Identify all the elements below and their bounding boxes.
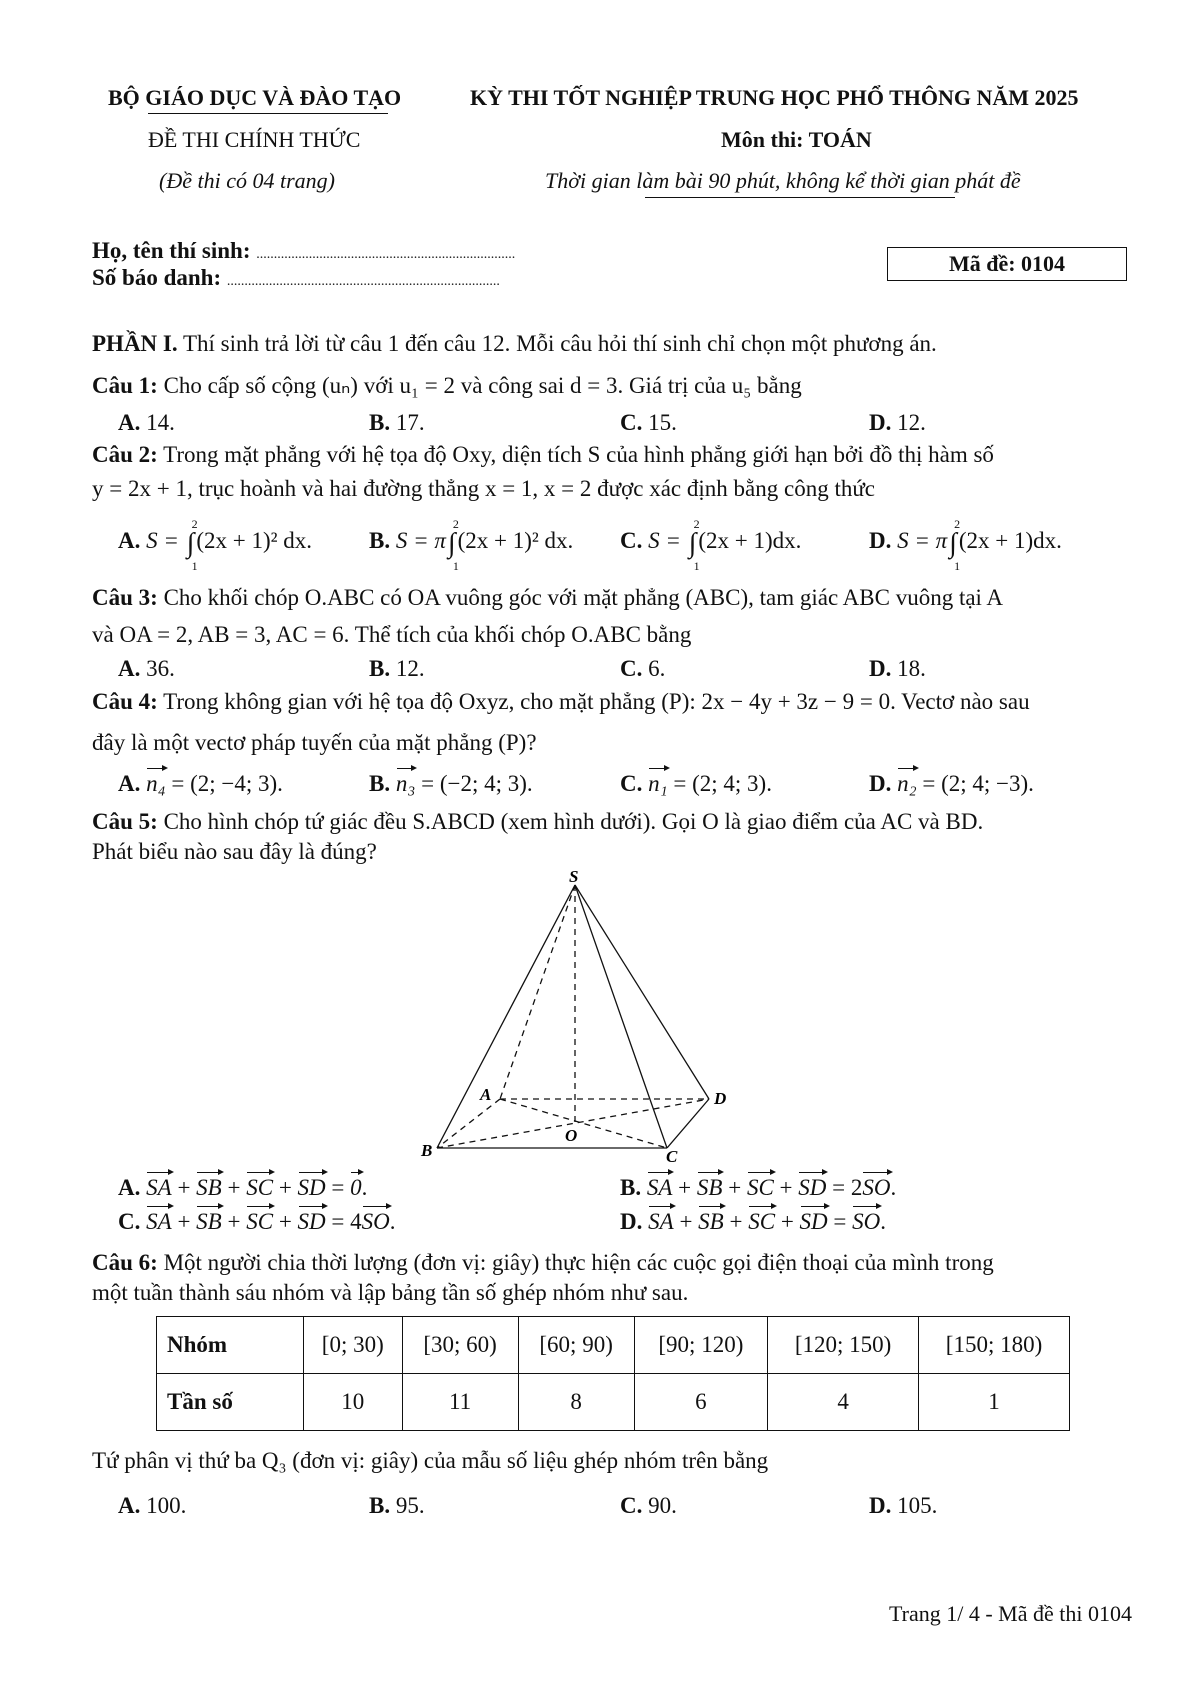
option-key: B. [369, 410, 391, 435]
vector-rhs: 0 [350, 1175, 362, 1200]
plus-sign: + [273, 1209, 298, 1234]
option-key: C. [620, 771, 643, 796]
period: . [890, 1175, 897, 1200]
question-3-line2: và OA = 2, AB = 3, AC = 6. Thể tích của khối chóp O.ABC bằng [92, 622, 692, 647]
answer-option-a[interactable] [118, 657, 175, 680]
table-row [157, 1374, 1070, 1431]
integral-sign: ∫ 2 1 [447, 517, 459, 573]
option-value: 15. [642, 410, 677, 435]
answer-option-c[interactable] [620, 517, 802, 573]
subject: Môn thi: TOÁN [721, 127, 872, 152]
answer-option-b[interactable] [369, 411, 425, 434]
vector-sc: SC [246, 1209, 274, 1234]
option-value: = (2; 4; 3). [667, 771, 772, 796]
table-cell: [60; 90) [518, 1317, 634, 1374]
name-label: Họ, tên thí sinh: [92, 238, 251, 263]
label-D: D [714, 1089, 727, 1108]
equals: = [325, 1175, 351, 1200]
option-value: 12. [891, 410, 926, 435]
answer-option-d[interactable] [869, 517, 1062, 573]
vector-name: n₂ [897, 771, 917, 796]
option-value: 90. [642, 1493, 677, 1518]
lower-limit: 1 [954, 559, 961, 573]
vector-sa: SA [648, 1209, 674, 1234]
plus-sign: + [773, 1175, 799, 1200]
option-value: 12. [390, 656, 425, 681]
option-key: B. [369, 656, 391, 681]
table-cell: [120; 150) [768, 1317, 919, 1374]
answer-option-a[interactable] [118, 1494, 186, 1517]
option-value: 14. [140, 410, 175, 435]
q-label: Câu 2: [92, 442, 158, 467]
answer-option-d[interactable] [620, 1210, 886, 1233]
header-cell: Nhóm [157, 1317, 304, 1374]
integrand: (2x + 1)² dx. [457, 528, 574, 553]
option-key: D. [869, 1493, 892, 1518]
plus-sign: + [722, 1175, 747, 1200]
option-value: 100. [140, 1493, 187, 1518]
answer-option-b[interactable] [620, 1176, 896, 1199]
integrand: (2x + 1)² dx. [196, 528, 313, 553]
option-key: D. [869, 410, 892, 435]
option-key: D. [620, 1209, 643, 1234]
vector-sc: SC [746, 1175, 774, 1200]
vector-sa: SA [146, 1209, 172, 1234]
answer-option-a[interactable] [118, 517, 313, 573]
page-count: (Đề thi có 04 trang) [159, 168, 335, 193]
option-key: A. [118, 1493, 141, 1518]
option-key: A. [118, 410, 141, 435]
q-label: Câu 5: [92, 809, 158, 834]
integrand: (2x + 1)dx. [958, 528, 1062, 553]
exam-title: KỲ THI TỐT NGHIỆP TRUNG HỌC PHỔ THÔNG NĂM 2025 [470, 85, 1079, 110]
integral-sign: ∫ 2 1 [186, 517, 198, 573]
exam-code-box: Mã đề: 0104 [887, 247, 1127, 281]
period: . [389, 1209, 396, 1234]
plus-sign: + [171, 1175, 197, 1200]
option-value: = (2; −4; 3). [165, 771, 283, 796]
vector-sa: SA [646, 1175, 673, 1200]
vector-rhs: SO [862, 1175, 891, 1200]
question-5-line2: Phát biểu nào sau đây là đúng? [92, 839, 377, 864]
label-C: C [666, 1147, 678, 1166]
part-instructions: Thí sinh trả lời từ câu 1 đến câu 12. Mỗi câu hỏi thí sinh chỉ chọn một phương án. [182, 331, 937, 356]
answer-option-c[interactable] [620, 1494, 677, 1517]
option-key: C. [620, 1493, 643, 1518]
option-key: C. [620, 410, 643, 435]
integrand: (2x + 1)dx. [698, 528, 802, 553]
q-label: Câu 4: [92, 689, 158, 714]
option-key: B. [620, 1175, 642, 1200]
option-value: 17. [390, 410, 425, 435]
vector-sd: SD [799, 1209, 828, 1234]
vector-sb: SB [196, 1209, 222, 1234]
answer-option-b[interactable] [369, 772, 533, 795]
plus-sign: + [723, 1209, 749, 1234]
edge-CD [667, 1099, 709, 1148]
question-6-line2: một tuần thành sáu nhóm và lập bảng tần số ghép nhóm như sau. [92, 1280, 689, 1305]
answer-option-c[interactable] [620, 657, 665, 680]
q-label: Câu 1: [92, 373, 158, 398]
answer-option-b[interactable] [369, 657, 425, 680]
plus-sign: + [221, 1209, 247, 1234]
id-label: Số báo danh: [92, 265, 222, 290]
plus-sign: + [221, 1175, 247, 1200]
edge-SA [500, 885, 575, 1099]
plus-sign: + [673, 1209, 699, 1234]
table-cell: [90; 120) [634, 1317, 767, 1374]
option-key: A. [118, 771, 141, 796]
question-2-line2: y = 2x + 1, trục hoành và hai đường thẳng x = 1, x = 2 được xác định bằng công thức [92, 476, 876, 501]
vector-sd: SD [297, 1209, 326, 1234]
edge-SC [575, 885, 667, 1148]
table-row [157, 1317, 1070, 1374]
answer-option-a[interactable] [118, 1176, 367, 1199]
option-key: A. [118, 1175, 141, 1200]
vector-name: n₃ [395, 771, 416, 796]
option-value: = (2; 4; −3). [916, 771, 1034, 796]
vector-sc: SC [748, 1209, 776, 1234]
plus-sign: + [775, 1209, 800, 1234]
page-footer: Trang 1/ 4 - Mã đề thi 0104 [888, 1601, 1132, 1626]
vector-sb: SB [696, 1175, 723, 1200]
answer-option-a[interactable] [118, 411, 175, 434]
vector-name: n₄ [146, 771, 166, 796]
period: . [880, 1209, 887, 1234]
answer-option-c[interactable] [620, 411, 677, 434]
question-6 [92, 1251, 994, 1274]
vector-name: n₁ [648, 771, 668, 796]
vector-sa: SA [146, 1175, 172, 1200]
edge-SB [437, 885, 578, 1148]
vector-sb: SB [698, 1209, 724, 1234]
lower-limit: 1 [191, 559, 198, 573]
option-key: B. [369, 528, 391, 553]
option-key: C. [620, 656, 643, 681]
equals: = 2 [826, 1175, 863, 1200]
ministry-name: BỘ GIÁO DỤC VÀ ĐÀO TẠO [108, 85, 402, 110]
option-key: D. [869, 771, 892, 796]
lower-limit: 1 [693, 559, 700, 573]
q-text: Cho cấp số cộng (uₙ) với u₁ = 2 và công sai d = 3. Giá trị của u₅ bằng [163, 373, 802, 398]
table-cell: 11 [402, 1374, 518, 1431]
q-text: Cho khối chóp O.ABC có OA vuông góc với mặt phẳng (ABC), tam giác ABC vuông tại A [163, 585, 1004, 610]
upper-limit: 2 [452, 517, 459, 531]
upper-limit: 2 [954, 517, 961, 531]
option-prefix: S = π [390, 528, 446, 553]
option-key: C. [620, 528, 643, 553]
edge-SD [575, 885, 709, 1099]
q-text: Trong không gian với hệ tọa độ Oxyz, cho mặt phẳng (P): 2x − 4y + 3z − 9 = 0. Vectơ nào sau [163, 689, 1030, 714]
integral-sign: ∫ 2 1 [949, 517, 961, 573]
name-dots: .......................................................................... [256, 247, 516, 262]
option-key: B. [369, 771, 391, 796]
label-A: A [480, 1085, 492, 1104]
edge-AB [437, 1099, 500, 1148]
answer-option-d[interactable] [869, 772, 1034, 795]
q-label: Câu 3: [92, 585, 158, 610]
label-S: S [569, 867, 579, 886]
answer-option-d[interactable] [869, 1494, 937, 1517]
table-cell: [150; 180) [919, 1317, 1070, 1374]
vector-rhs: SO [852, 1209, 881, 1234]
option-key: D. [869, 656, 892, 681]
id-dots: .............................................................................. [226, 274, 500, 289]
integral-sign: ∫ 2 1 [688, 517, 700, 573]
option-prefix: S = [642, 528, 687, 553]
plus-sign: + [273, 1175, 298, 1200]
answer-option-c[interactable] [118, 1210, 396, 1233]
option-value: 18. [891, 656, 926, 681]
option-prefix: S = π [891, 528, 948, 553]
option-value: 6. [642, 656, 666, 681]
q-text: Một người chia thời lượng (đơn vị: giây) thực hiện các cuộc gọi điện thoại của mình trong [163, 1250, 994, 1275]
q-text: Trong mặt phẳng với hệ tọa độ Oxy, diện tích S của hình phẳng giới hạn bởi đồ thị hàm số [163, 442, 994, 467]
vector-sc: SC [246, 1175, 274, 1200]
table-cell: 8 [518, 1374, 634, 1431]
label-B: B [421, 1141, 433, 1160]
part-title: PHẦN I. [92, 331, 178, 356]
frequency-table [156, 1316, 1070, 1431]
diag-AC [500, 1099, 667, 1148]
q-label: Câu 6: [92, 1250, 158, 1275]
vector-sb: SB [196, 1175, 222, 1200]
answer-option-d[interactable] [869, 411, 926, 434]
plus-sign: + [672, 1175, 697, 1200]
answer-option-b[interactable] [369, 1494, 425, 1517]
q-text: Cho hình chóp tứ giác đều S.ABCD (xem hình dưới). Gọi O là giao điểm của AC và BD. [163, 809, 984, 834]
upper-limit: 2 [693, 517, 700, 531]
vector-sd: SD [297, 1175, 326, 1200]
option-key: C. [118, 1209, 141, 1234]
question-4-line2: đây là một vectơ pháp tuyến của mặt phẳng (P)? [92, 730, 537, 755]
period: . [361, 1175, 368, 1200]
answer-option-d[interactable] [869, 657, 926, 680]
option-key: A. [118, 528, 141, 553]
vector-rhs: SO [361, 1209, 390, 1234]
lower-limit: 1 [452, 559, 459, 573]
table-cell: 10 [304, 1374, 403, 1431]
table-cell: 6 [634, 1374, 767, 1431]
label-O: O [565, 1126, 578, 1145]
option-value: 105. [891, 1493, 938, 1518]
table-cell: [30; 60) [402, 1317, 518, 1374]
option-value: 36. [140, 656, 175, 681]
option-value: = (−2; 4; 3). [415, 771, 533, 796]
answer-option-b[interactable] [369, 517, 574, 573]
equals: = 4 [325, 1209, 362, 1234]
table-cell: 4 [768, 1374, 919, 1431]
option-prefix: S = [140, 528, 185, 553]
table-cell: [0; 30) [304, 1317, 403, 1374]
upper-limit: 2 [191, 517, 198, 531]
plus-sign: + [171, 1209, 197, 1234]
vector-sd: SD [798, 1175, 827, 1200]
time-limit: Thời gian làm bài 90 phút, không kể thời gian phát đề [545, 168, 1021, 193]
equals: = [827, 1209, 853, 1234]
question-6-line3: Tứ phân vị thứ ba Q₃ (đơn vị: giây) của mẫu số liệu ghép nhóm trên bằng [92, 1448, 769, 1473]
option-key: D. [869, 528, 892, 553]
table-cell: 1 [919, 1374, 1070, 1431]
answer-option-c[interactable] [620, 772, 772, 795]
option-key: A. [118, 656, 141, 681]
answer-option-a[interactable] [118, 772, 283, 795]
header-cell: Tần số [157, 1374, 304, 1431]
option-key: B. [369, 1493, 391, 1518]
official-label: ĐỀ THI CHÍNH THỨC [148, 127, 361, 152]
option-value: 95. [390, 1493, 425, 1518]
